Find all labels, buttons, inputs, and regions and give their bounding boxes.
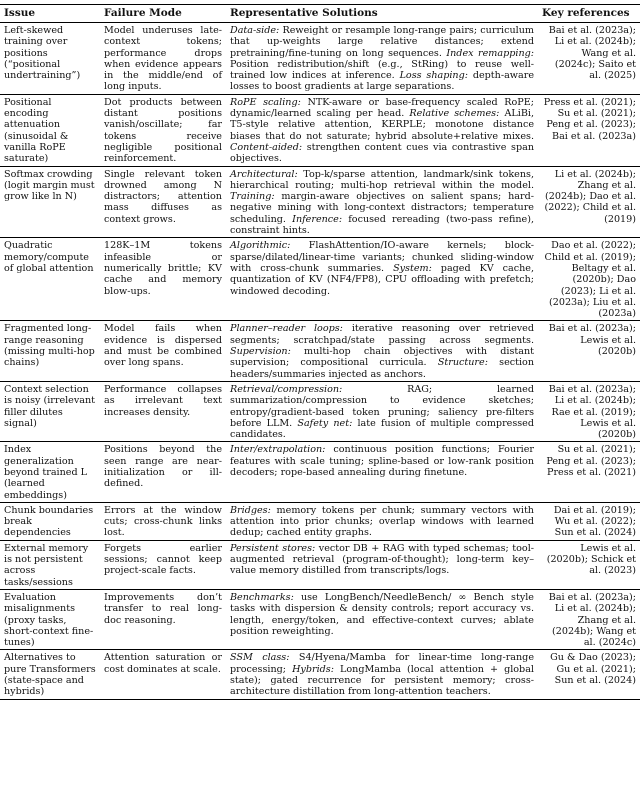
table-row — [0, 94, 640, 166]
solution-text: FlashAttention/IO-aware kernels; block-sparse/dilated/linear-time variants; chunked sliding-window with cross-chunk summaries. — [230, 240, 534, 274]
solutions-cell — [226, 166, 538, 238]
header-key-references: Key references — [538, 5, 640, 23]
solutions-cell — [226, 540, 538, 589]
references-cell: Li et al. (2024b); Zhang et al. (2024b); Dao et al. (2022); Child et al. (2019) — [538, 166, 640, 238]
issue-cell: Chunk boundaries break dependencies — [0, 502, 100, 540]
issues-table — [0, 4, 640, 700]
solution-text: memory tokens per chunk; summary vectors with attention into prior chunks; overlap windows with learned dedup; cached entity graphs. — [230, 504, 534, 539]
table-row — [0, 238, 640, 321]
solution-text: Position redistribution/shift (e.g., StRing) to reuse well-trained low indices at inference. — [230, 58, 534, 82]
solution-category-label: Inter/extrapolation: — [230, 444, 326, 456]
solutions-cell — [226, 23, 538, 95]
issue-cell: Left-skewed training over positions (“positional undertraining”) — [0, 23, 100, 95]
solution-category-label: Bridges: — [230, 504, 271, 516]
table-header-row — [0, 5, 640, 23]
solution-text: S4/Hyena/Mamba for linear-time long-range processing; — [230, 652, 534, 675]
solution-category-label: Retrieval/compression: — [230, 383, 343, 395]
issue-cell: Quadratic memory/compute of global attention — [0, 238, 100, 321]
issue-cell: Positional encoding attenuation (sinusoidal & vanilla RoPE saturate) — [0, 94, 100, 166]
references-cell: Bai et al. (2023a); Li et al. (2024b); Rae et al. (2019); Lewis et al. (2020b) — [538, 381, 640, 441]
solutions-cell — [226, 589, 538, 649]
solution-text: LongMamba (local attention + global state); gated recurrence for persistent memory; cross-architecture distillation from long-attention teachers. — [230, 663, 534, 698]
references-cell: Press et al. (2021); Su et al. (2021); Peng et al. (2023); Bai et al. (2023a) — [538, 94, 640, 166]
solution-text: continuous position functions; Fourier features with scale tuning; spline-based or low-rank position decoders; rope-based annealing during finetune. — [230, 444, 534, 478]
table-row — [0, 23, 640, 95]
failure-mode-cell: Errors at the window cuts; cross-chunk links lost. — [100, 502, 226, 540]
solution-text: NTK-aware or base-frequency scaled RoPE; dynamic/learned scaling per head. — [230, 96, 534, 120]
failure-mode-cell: Attention saturation or cost dominates at scale. — [100, 650, 226, 699]
solution-text: use LongBench/NeedleBench/ ∞ Bench style tasks with dispersion & density controls; report accuracy vs. length, energy/token, and effective-context curves; ablate position reweighting. — [230, 591, 534, 637]
solutions-cell — [226, 502, 538, 540]
solution-category-label: Safety net: — [297, 417, 353, 429]
solution-text: Reweight or resample long-range pairs; curriculum that up-weights large relative distances; extend pretraining/fine-tuning on long sequences. — [230, 25, 534, 59]
failure-mode-cell: Improvements don’t transfer to real long-doc reasoning. — [100, 589, 226, 649]
issue-cell: Index generalization beyond trained L (learned embeddings) — [0, 442, 100, 502]
failure-mode-cell: Forgets earlier sessions; cannot keep project-scale facts. — [100, 540, 226, 589]
solution-category-label: Data-side: — [230, 25, 280, 36]
solutions-cell — [226, 381, 538, 441]
solution-text: section headers/summaries injected as anchors. — [230, 357, 535, 380]
solutions-cell — [226, 94, 538, 166]
failure-mode-cell: Single relevant token drowned among N distractors; attention mass diffuses as context grows. — [100, 166, 226, 238]
solution-text: RAG; learned summarization/compression to evidence sketches; entropy/gradient-based token pruning; saliency pre-filters before LLM. — [230, 383, 534, 429]
failure-mode-cell: 128K–1M tokens infeasible or numerically brittle; KV cache and memory blow-ups. — [100, 238, 226, 321]
solution-category-label: Loss shaping: — [399, 70, 468, 82]
header-failure-mode: Failure Mode — [100, 5, 226, 23]
solution-category-label: Supervision: — [230, 346, 291, 358]
references-cell: Gu & Dao (2023); Gu et al. (2021); Sun et al. (2024) — [538, 650, 640, 699]
solution-text: multi-hop chain objectives with distant supervision; compositional curricula. — [230, 346, 534, 369]
solution-category-label: Persistent stores: — [230, 542, 316, 554]
solution-category-label: Benchmarks: — [230, 591, 294, 603]
solution-category-label: Hybrids: — [292, 663, 334, 675]
solution-text: strengthen content cues via contrastive span objectives. — [230, 141, 534, 165]
table-row — [0, 381, 640, 441]
solution-category-label: Training: — [230, 191, 275, 203]
solution-category-label: Relative schemes: — [409, 108, 500, 120]
references-cell: Bai et al. (2023a); Lewis et al. (2020b) — [538, 321, 640, 381]
references-cell: Lewis et al. (2020b); Schick et al. (2023) — [538, 540, 640, 589]
solution-category-label: Content-aided: — [230, 141, 303, 153]
solution-text: focused rereading (two-pass refine), constraint hints. — [230, 213, 534, 237]
solution-category-label: Architectural: — [230, 168, 298, 180]
solution-text: paged KV cache, quantization of KV (NF4/FP8), CPU offloading with prefetch; windowed decoding. — [230, 262, 534, 297]
failure-mode-cell: Dot products between distant positions vanish/oscillate; far tokens receive negligible positional reinforcement. — [100, 94, 226, 166]
failure-mode-cell: Model underuses late-context tokens; performance drops when evidence appears in the middle/end of long inputs. — [100, 23, 226, 95]
solution-category-label: Inference: — [292, 213, 343, 225]
solution-category-label: System: — [393, 262, 432, 274]
issue-cell: Fragmented long-range reasoning (missing multi-hop chains) — [0, 321, 100, 381]
solution-text: late fusion of multiple compressed candidates. — [230, 417, 535, 441]
table-row — [0, 502, 640, 540]
solution-text: vector DB + RAG with typed schemas; tool-augmented retrieval (program-of-thought); long-term key–value memory distilled from transcripts/logs. — [230, 542, 535, 577]
references-cell: Bai et al. (2023a); Li et al. (2024b); Zhang et al. (2024b); Wang et al. (2024c) — [538, 589, 640, 649]
references-cell: Dao et al. (2022); Child et al. (2019); Beltagy et al. (2020b); Dao (2023); Li et al. (2023a); Liu et al. (2023a) — [538, 238, 640, 321]
table-row — [0, 166, 640, 238]
failure-mode-cell: Positions beyond the seen range are near-initialization or ill-defined. — [100, 442, 226, 502]
references-cell: Dai et al. (2019); Wu et al. (2022); Sun et al. (2024) — [538, 502, 640, 540]
solution-category-label: Index remapping: — [446, 47, 534, 59]
table-row — [0, 321, 640, 381]
issue-cell: Softmax crowding (logit margin must grow like ln N) — [0, 166, 100, 238]
solutions-cell — [226, 650, 538, 699]
header-representative-solutions: Representative Solutions — [226, 5, 538, 23]
header-issue: Issue — [0, 5, 100, 23]
issue-cell: Context selection is noisy (irrelevant filler dilutes signal) — [0, 381, 100, 441]
solutions-cell — [226, 238, 538, 321]
table-row — [0, 650, 640, 699]
solution-category-label: Structure: — [437, 357, 488, 369]
references-cell: Bai et al. (2023a); Li et al. (2024b); Wang et al. (2024c); Saito et al. (2025) — [538, 23, 640, 95]
solution-category-label: RoPE scaling: — [230, 96, 301, 108]
solution-text: margin-aware objectives on salient spans; hard-negative mining with long-context distractors; temperature scheduling. — [230, 191, 534, 225]
table-row — [0, 442, 640, 502]
solution-category-label: SSM class: — [230, 652, 290, 664]
solution-text: ALiBi, T5-style relative attention, KERPLE; monotone distance biases that do not saturate; hybrid absolute+relative mixes. — [230, 108, 535, 142]
issue-cell: Evaluation misalignments (proxy tasks, short-context fine-tunes) — [0, 589, 100, 649]
solution-category-label: Algorithmic: — [230, 240, 291, 252]
solutions-cell — [226, 442, 538, 502]
solution-text: iterative reasoning over retrieved segments; scratchpad/state passing across segments. — [230, 323, 534, 346]
solution-text: Top-k/sparse attention, landmark/sink tokens, hierarchical routing; multi-hop retrieval within the model. — [230, 168, 534, 191]
solutions-cell — [226, 321, 538, 381]
table-row — [0, 540, 640, 589]
issue-cell: External memory is not persistent across tasks/sessions — [0, 540, 100, 589]
failure-mode-cell: Performance collapses as irrelevant text increases density. — [100, 381, 226, 441]
references-cell: Su et al. (2021); Peng et al. (2023); Press et al. (2021) — [538, 442, 640, 502]
issue-cell: Alternatives to pure Transformers (state-space and hybrids) — [0, 650, 100, 699]
table-row — [0, 589, 640, 649]
solution-category-label: Planner–reader loops: — [230, 323, 343, 335]
failure-mode-cell: Model fails when evidence is dispersed and must be combined over long spans. — [100, 321, 226, 381]
solution-text: depth-aware losses to boost gradients at large separations. — [230, 70, 534, 93]
